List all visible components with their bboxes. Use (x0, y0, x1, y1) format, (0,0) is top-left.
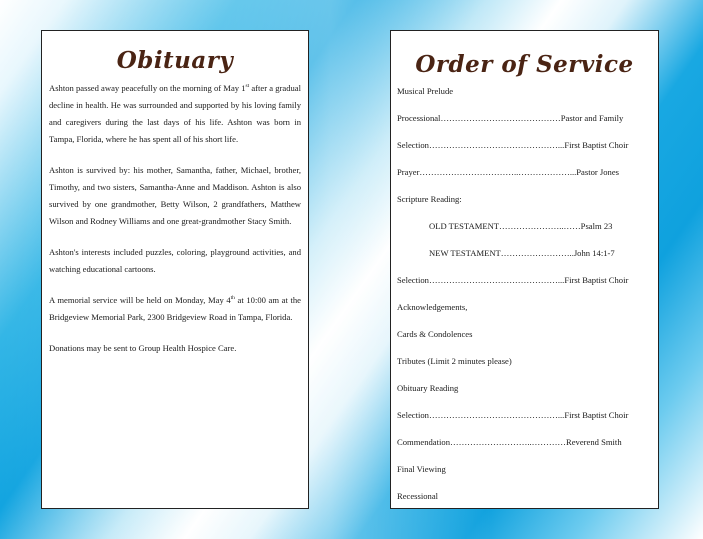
service-item-selection: Selection………………………………………...First Baptist Choir (397, 410, 629, 420)
service-item-obituary-reading: Obituary Reading (397, 383, 459, 393)
obituary-paragraph-4 (49, 292, 301, 326)
service-item-tributes: Tributes (Limit 2 minutes please) (397, 356, 512, 366)
ordinal-suffix: th (230, 295, 235, 302)
service-item-old-testament: OLD TESTAMENT…………………..……Psalm 23 (429, 221, 613, 231)
order-of-service-panel (390, 30, 659, 509)
obituary-paragraph-1 (49, 80, 301, 148)
ordinal-suffix: st (245, 83, 250, 90)
obituary-paragraph-2: Ashton is survived by: his mother, Samantha, father, Michael, brother, Timothy, and two sisters, Samantha-Anne and Maddison. Ashton is also survived by one grandmother, Betty Wilson, 2 grandfathers, Matthew Wilson and Rodney Williams and one great-grandmother Stacy Smith. (49, 165, 301, 226)
service-item-selection: Selection………………………………………...First Baptist Choir (397, 140, 629, 150)
service-item-processional: Processional……………………………………Pastor and Family (397, 113, 624, 123)
service-item-scripture-reading: Scripture Reading: (397, 194, 462, 204)
obituary-title: Obituary (116, 47, 234, 74)
obituary-p4-text-a: A memorial service will be held on Monday, May 4 (49, 295, 231, 305)
service-item-acknowledgements: Acknowledgements, (397, 302, 468, 312)
service-item-prayer: Prayer……………………………..………………...Pastor Jones (397, 167, 619, 177)
service-item-selection: Selection………………………………………...First Baptist Choir (397, 275, 629, 285)
obituary-paragraph-3: Ashton's interests included puzzles, coloring, playground activities, and watching educational cartoons. (49, 247, 301, 274)
order-of-service-title: Order of Service (415, 51, 634, 78)
service-item-final-viewing: Final Viewing (397, 464, 446, 474)
obituary-paragraph-5: Donations may be sent to Group Health Hospice Care. (49, 343, 237, 353)
obituary-panel (41, 30, 309, 509)
service-item-prelude: Musical Prelude (397, 86, 454, 96)
service-item-commendation: Commendation………………………..…………Reverend Smith (397, 437, 622, 447)
obituary-p1-text-a: Ashton passed away peacefully on the morning of May 1 (49, 83, 246, 93)
service-item-recessional: Recessional (397, 491, 439, 501)
obituary-p1-text-b: after a gradual decline in health. He was surrounded and supported by his loving family and caregivers during the last days of his life. Ashton was born in Tampa, Florida, where he has spent all of his short life. (49, 83, 301, 144)
service-item-new-testament: NEW TESTAMENT……………………..John 14:1-7 (429, 248, 615, 258)
obituary-p4-text-b: at 10:00 am at the Bridgeview Memorial Park, 2300 Bridgeview Road in Tampa, Florida. (49, 295, 301, 322)
service-item-cards-condolences: Cards & Condolences (397, 329, 473, 339)
